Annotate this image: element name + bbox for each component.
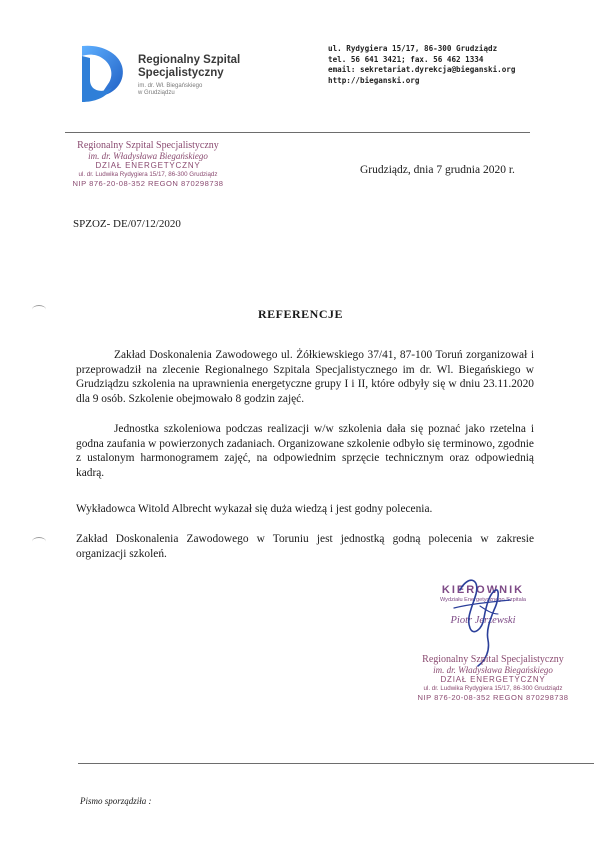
stamp-bottom-line3: DZIAŁ ENERGETYCZNY xyxy=(440,675,546,684)
paragraph-3: Wykładowca Witold Albrecht wykazał się duża wiedzą i jest godny polecenia. xyxy=(76,503,433,515)
contact-address: ul. Rydygiera 15/17, 86-300 Grudziądz xyxy=(328,44,498,53)
department-stamp-top xyxy=(60,140,236,188)
paragraph-2: Jednostka szkoleniowa podczas realizacji w/w szkolenia dała się poznać jako rzetelna i godna zaufania w powierzonych zadaniach. Organizowane szkolenie odbyło się terminowo, zgodnie z ustalonym harmonogramem zajęć, na odpowiednim sprzęcie technicznym oraz odpowiednią kadrą. xyxy=(76,423,534,479)
stamp-top-line5: NIP 876-20-08-352 REGON 870298738 xyxy=(72,179,224,188)
signature-heading: KIEROWNIK xyxy=(441,584,525,596)
footer-prepared-by: Pismo sporządziła : xyxy=(80,796,152,806)
hospital-name-line1: Regionalny Szpital xyxy=(138,54,241,66)
signature-name: Piotr Jerzewski xyxy=(450,615,516,626)
contact-block xyxy=(328,44,588,86)
paragraph-1: Zakład Doskonalenia Zawodowego ul. Żółkiewskiego 37/41, 87-100 Toruń zorganizował i przeprowadził na zlecenie Regionalnego Szpitala Specjalistycznego im dr. Wl. Biegańskiego w Grudziądzu szkolenia na uprawnienia energetyczne grupy I i II, które odbyły się w dniu 23.11.2020 dla 9 osób. Szkolenie obejmowało 8 godzin zajęć. xyxy=(76,349,534,405)
hospital-logo-text xyxy=(138,54,308,97)
stamp-bottom-line5: NIP 876-20-08-352 REGON 870298738 xyxy=(417,693,569,702)
hospital-logo-icon xyxy=(78,44,132,104)
contact-email: email: sekretariat.dyrekcja@bieganski.org xyxy=(328,65,516,74)
footer-divider xyxy=(78,763,594,764)
department-stamp-bottom xyxy=(404,654,582,702)
header-divider xyxy=(65,132,530,133)
letter-title: REFERENCJE xyxy=(257,307,343,321)
hospital-sub-line2: w Grudziądzu xyxy=(138,90,175,96)
stamp-bottom-line1: Regionalny Szpital Specjalistyczny xyxy=(422,654,564,665)
contact-website: http://bieganski.org xyxy=(328,75,420,85)
stamp-top-line4: ul. dr. Ludwika Rydygiera 15/17, 86-300 Grudziądz xyxy=(78,171,218,178)
stamp-top-line1: Regionalny Szpital Specjalistyczny xyxy=(77,140,219,151)
signature-subheading: Wydziału Energetycznego Szpitala xyxy=(439,597,527,603)
letter-date: Grudziądz, dnia 7 grudnia 2020 r. xyxy=(360,164,515,176)
stamp-top-line3: DZIAŁ ENERGETYCZNY xyxy=(95,161,201,170)
paragraph-4: Zakład Doskonalenia Zawodowego w Toruniu jest jednostką godną polecenia w zakresie organizacji szkoleń. xyxy=(76,533,534,560)
letter-reference-number: SPZOZ- DE/07/12/2020 xyxy=(73,218,181,230)
hospital-name-line2: Specjalistyczny xyxy=(138,67,224,79)
punch-hole-mark-bottom xyxy=(32,537,46,546)
stamp-top-line2: im. dr. Władysława Biegańskiego xyxy=(88,151,208,161)
hospital-sub-line1: im. dr. Wł. Biegańskiego xyxy=(138,83,203,89)
contact-phone: tel. 56 641 3421; fax. 56 462 1334 xyxy=(328,54,484,64)
stamp-bottom-line2: im. dr. Władysława Biegańskiego xyxy=(433,665,553,675)
stamp-bottom-line4: ul. dr. Ludwika Rydygiera 15/17, 86-300 Grudziądz xyxy=(423,685,563,692)
